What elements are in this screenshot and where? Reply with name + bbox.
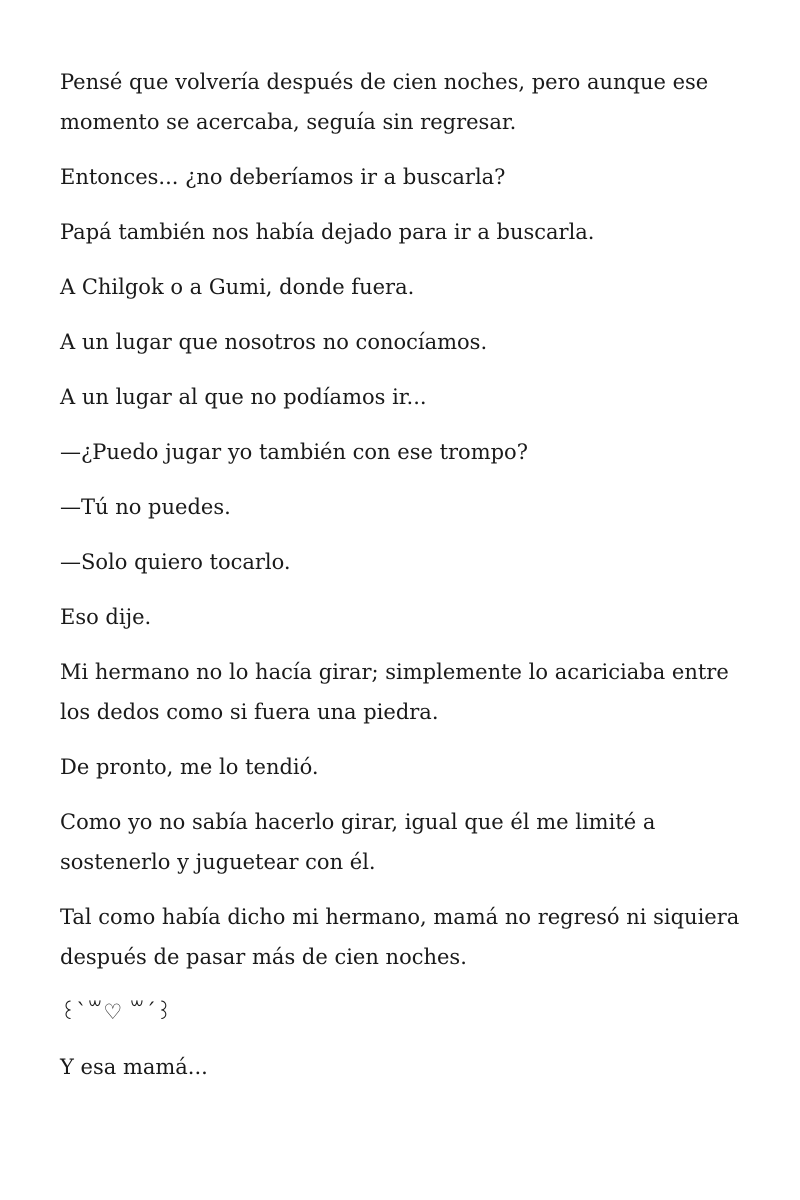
dialogue-line-3: —Solo quiero tocarlo.	[60, 550, 291, 574]
paragraph-3: Papá también nos había dejado para ir a buscarla.	[60, 220, 595, 244]
dialogue-line-1: —¿Puedo jugar yo también con ese trompo?	[60, 440, 528, 464]
paragraph-6: A un lugar al que no podíamos ir...	[60, 385, 427, 409]
paragraph-2: Entonces... ¿no deberíamos ir a buscarla?	[60, 165, 506, 189]
paragraph-1: Pensé que volvería después de cien noches, pero aunque ese momento se acercaba, seguía sin regresar.	[60, 70, 709, 134]
paragraph-16: Y esa mamá...	[60, 1055, 208, 1079]
paragraph-12: De pronto, me lo tendió.	[60, 755, 319, 779]
paragraph-4: A Chilgok o a Gumi, donde fuera.	[60, 275, 415, 299]
paragraph-13: Como yo no sabía hacerlo girar, igual que él me limité a sostenerlo y juguetear con él.	[60, 810, 656, 874]
emoticon-line: ꒰`꒳♡ ꒳´꒱	[60, 1000, 173, 1024]
document-page	[60, 62, 750, 1102]
dialogue-line-2: —Tú no puedes.	[60, 495, 231, 519]
paragraph-11: Mi hermano no lo hacía girar; simplemente lo acariciaba entre los dedos como si fuera una piedra.	[60, 660, 729, 724]
paragraph-10: Eso dije.	[60, 605, 152, 629]
paragraph-5: A un lugar que nosotros no conocíamos.	[60, 330, 488, 354]
paragraph-14: Tal como había dicho mi hermano, mamá no regresó ni siquiera después de pasar más de cien noches.	[60, 905, 740, 969]
